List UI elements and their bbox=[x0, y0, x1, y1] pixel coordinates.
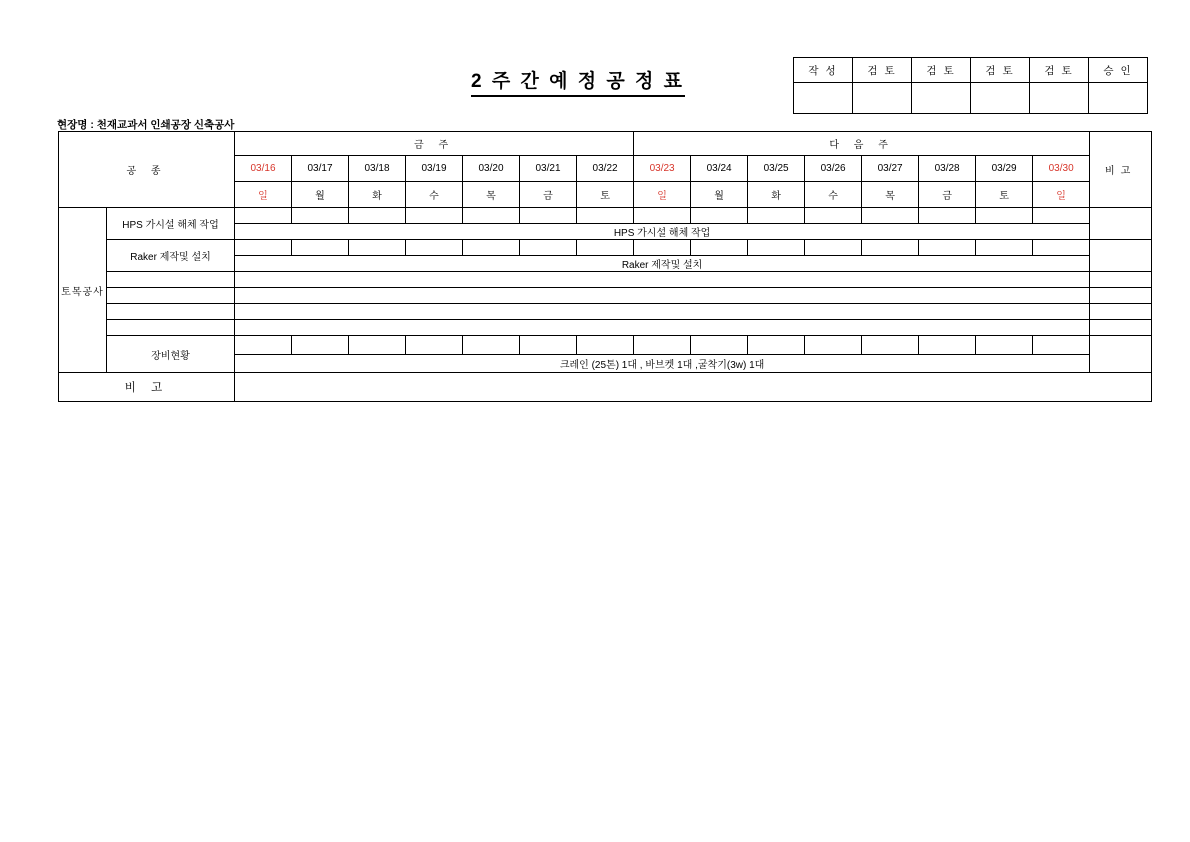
bar-cell bbox=[1033, 336, 1090, 355]
date-cell: 03/27 bbox=[862, 156, 919, 182]
bar-cell bbox=[919, 336, 976, 355]
dow-cell: 수 bbox=[406, 182, 463, 208]
kind-header-cell: 공 종 bbox=[59, 132, 235, 208]
footer-value-cell bbox=[235, 373, 1152, 402]
approval-header-cell: 검 토 bbox=[912, 58, 971, 83]
approval-signature-cell bbox=[971, 83, 1030, 114]
bar-cell bbox=[976, 240, 1033, 256]
approval-signature-cell bbox=[1089, 83, 1148, 114]
date-cell: 03/16 bbox=[235, 156, 292, 182]
approval-header-cell: 검 토 bbox=[1030, 58, 1089, 83]
approval-header-cell: 검 토 bbox=[971, 58, 1030, 83]
date-cell: 03/22 bbox=[577, 156, 634, 182]
bar-cell bbox=[406, 240, 463, 256]
bar-cell bbox=[577, 208, 634, 224]
date-cell: 03/25 bbox=[748, 156, 805, 182]
bar-cell bbox=[235, 240, 292, 256]
bar-cell bbox=[976, 336, 1033, 355]
bar-cell bbox=[520, 240, 577, 256]
dow-cell: 목 bbox=[463, 182, 520, 208]
task-name-cell bbox=[107, 320, 235, 336]
bar-cell bbox=[634, 336, 691, 355]
dow-cell: 목 bbox=[862, 182, 919, 208]
bar-area-cell bbox=[235, 320, 1090, 336]
note-cell bbox=[1090, 288, 1152, 304]
equipment-bar-row bbox=[59, 336, 1152, 355]
note-cell bbox=[1090, 208, 1152, 240]
header-week-row bbox=[59, 132, 1152, 156]
bar-cell bbox=[463, 336, 520, 355]
bar-cell bbox=[805, 208, 862, 224]
dow-cell: 금 bbox=[520, 182, 577, 208]
bar-cell bbox=[292, 240, 349, 256]
date-cell: 03/30 bbox=[1033, 156, 1090, 182]
date-cell: 03/24 bbox=[691, 156, 748, 182]
bar-cell bbox=[919, 240, 976, 256]
bar-cell bbox=[577, 240, 634, 256]
approval-header-row bbox=[794, 58, 1148, 83]
approval-signature-cell bbox=[912, 83, 971, 114]
note-header-cell: 비고 bbox=[1090, 132, 1152, 208]
site-name-label: 현장명 : 천재교과서 인쇄공장 신축공사 bbox=[57, 119, 235, 131]
bar-cell bbox=[292, 336, 349, 355]
bar-cell bbox=[748, 240, 805, 256]
task-name-cell bbox=[107, 304, 235, 320]
dow-cell: 월 bbox=[691, 182, 748, 208]
bar-cell bbox=[577, 336, 634, 355]
bar-cell bbox=[805, 336, 862, 355]
date-cell: 03/18 bbox=[349, 156, 406, 182]
bar-cell bbox=[349, 240, 406, 256]
dow-cell: 화 bbox=[748, 182, 805, 208]
approval-header-cell: 작 성 bbox=[794, 58, 853, 83]
bar-cell bbox=[463, 240, 520, 256]
date-cell: 03/29 bbox=[976, 156, 1033, 182]
task-name-cell bbox=[107, 272, 235, 288]
equipment-name-cell: 장비현황 bbox=[107, 336, 235, 373]
schedule-table-container bbox=[58, 131, 1152, 402]
bar-cell bbox=[520, 208, 577, 224]
bar-cell bbox=[691, 240, 748, 256]
week-header-next: 다 음 주 bbox=[634, 132, 1090, 156]
note-cell bbox=[1090, 304, 1152, 320]
dow-cell: 토 bbox=[577, 182, 634, 208]
bar-cell bbox=[349, 336, 406, 355]
task-empty-row bbox=[59, 288, 1152, 304]
approval-signature-cell bbox=[853, 83, 912, 114]
footer-note-row bbox=[59, 373, 1152, 402]
task-name-cell: Raker 제작및 설치 bbox=[107, 240, 235, 272]
bar-cell bbox=[862, 208, 919, 224]
bar-cell bbox=[520, 336, 577, 355]
approval-stamp-table bbox=[793, 57, 1148, 114]
week-header-current: 금 주 bbox=[235, 132, 634, 156]
bar-cell bbox=[406, 208, 463, 224]
schedule-table bbox=[58, 131, 1152, 402]
bar-cell bbox=[691, 336, 748, 355]
note-cell bbox=[1090, 336, 1152, 373]
date-cell: 03/19 bbox=[406, 156, 463, 182]
equipment-label-cell: 크레인 (25톤) 1대 , 바브켓 1대 ,굴착기(3w) 1대 bbox=[235, 355, 1090, 373]
footer-label-cell: 비 고 bbox=[59, 373, 235, 402]
approval-signature-cell bbox=[1030, 83, 1089, 114]
task-name-cell: HPS 가시설 해체 작업 bbox=[107, 208, 235, 240]
dow-cell: 금 bbox=[919, 182, 976, 208]
date-cell: 03/17 bbox=[292, 156, 349, 182]
approval-header-cell: 승 인 bbox=[1089, 58, 1148, 83]
bar-cell bbox=[292, 208, 349, 224]
bar-cell bbox=[406, 336, 463, 355]
bar-cell bbox=[748, 208, 805, 224]
task-bar-row bbox=[59, 208, 1152, 224]
bar-cell bbox=[235, 336, 292, 355]
bar-cell bbox=[1033, 208, 1090, 224]
date-cell: 03/28 bbox=[919, 156, 976, 182]
bar-label-cell: Raker 제작및 설치 bbox=[235, 256, 1090, 272]
dow-cell: 일 bbox=[634, 182, 691, 208]
date-cell: 03/26 bbox=[805, 156, 862, 182]
bar-cell bbox=[634, 240, 691, 256]
dow-cell: 월 bbox=[292, 182, 349, 208]
bar-cell bbox=[748, 336, 805, 355]
approval-signature-cell bbox=[794, 83, 853, 114]
task-empty-row bbox=[59, 304, 1152, 320]
dow-cell: 화 bbox=[349, 182, 406, 208]
bar-area-cell bbox=[235, 272, 1090, 288]
note-cell bbox=[1090, 240, 1152, 272]
date-cell: 03/23 bbox=[634, 156, 691, 182]
bar-cell bbox=[463, 208, 520, 224]
task-bar-row bbox=[59, 240, 1152, 256]
bar-label-cell: HPS 가시설 해체 작업 bbox=[235, 224, 1090, 240]
bar-cell bbox=[1033, 240, 1090, 256]
bar-cell bbox=[862, 336, 919, 355]
task-name-cell bbox=[107, 288, 235, 304]
note-cell bbox=[1090, 272, 1152, 288]
date-cell: 03/20 bbox=[463, 156, 520, 182]
bar-cell bbox=[919, 208, 976, 224]
note-cell bbox=[1090, 320, 1152, 336]
group-label-cell: 토목공사 bbox=[59, 208, 107, 373]
dow-cell: 일 bbox=[1033, 182, 1090, 208]
bar-cell bbox=[349, 208, 406, 224]
bar-cell bbox=[805, 240, 862, 256]
bar-area-cell bbox=[235, 304, 1090, 320]
page-title: 2 주 간 예 정 공 정 표 bbox=[471, 66, 685, 97]
bar-area-cell bbox=[235, 288, 1090, 304]
dow-cell: 일 bbox=[235, 182, 292, 208]
task-empty-row bbox=[59, 320, 1152, 336]
bar-cell bbox=[634, 208, 691, 224]
dow-cell: 토 bbox=[976, 182, 1033, 208]
bar-cell bbox=[691, 208, 748, 224]
date-cell: 03/21 bbox=[520, 156, 577, 182]
approval-header-cell: 검 토 bbox=[853, 58, 912, 83]
dow-cell: 수 bbox=[805, 182, 862, 208]
bar-cell bbox=[235, 208, 292, 224]
approval-signature-row bbox=[794, 83, 1148, 114]
bar-cell bbox=[976, 208, 1033, 224]
task-empty-row bbox=[59, 272, 1152, 288]
bar-cell bbox=[862, 240, 919, 256]
